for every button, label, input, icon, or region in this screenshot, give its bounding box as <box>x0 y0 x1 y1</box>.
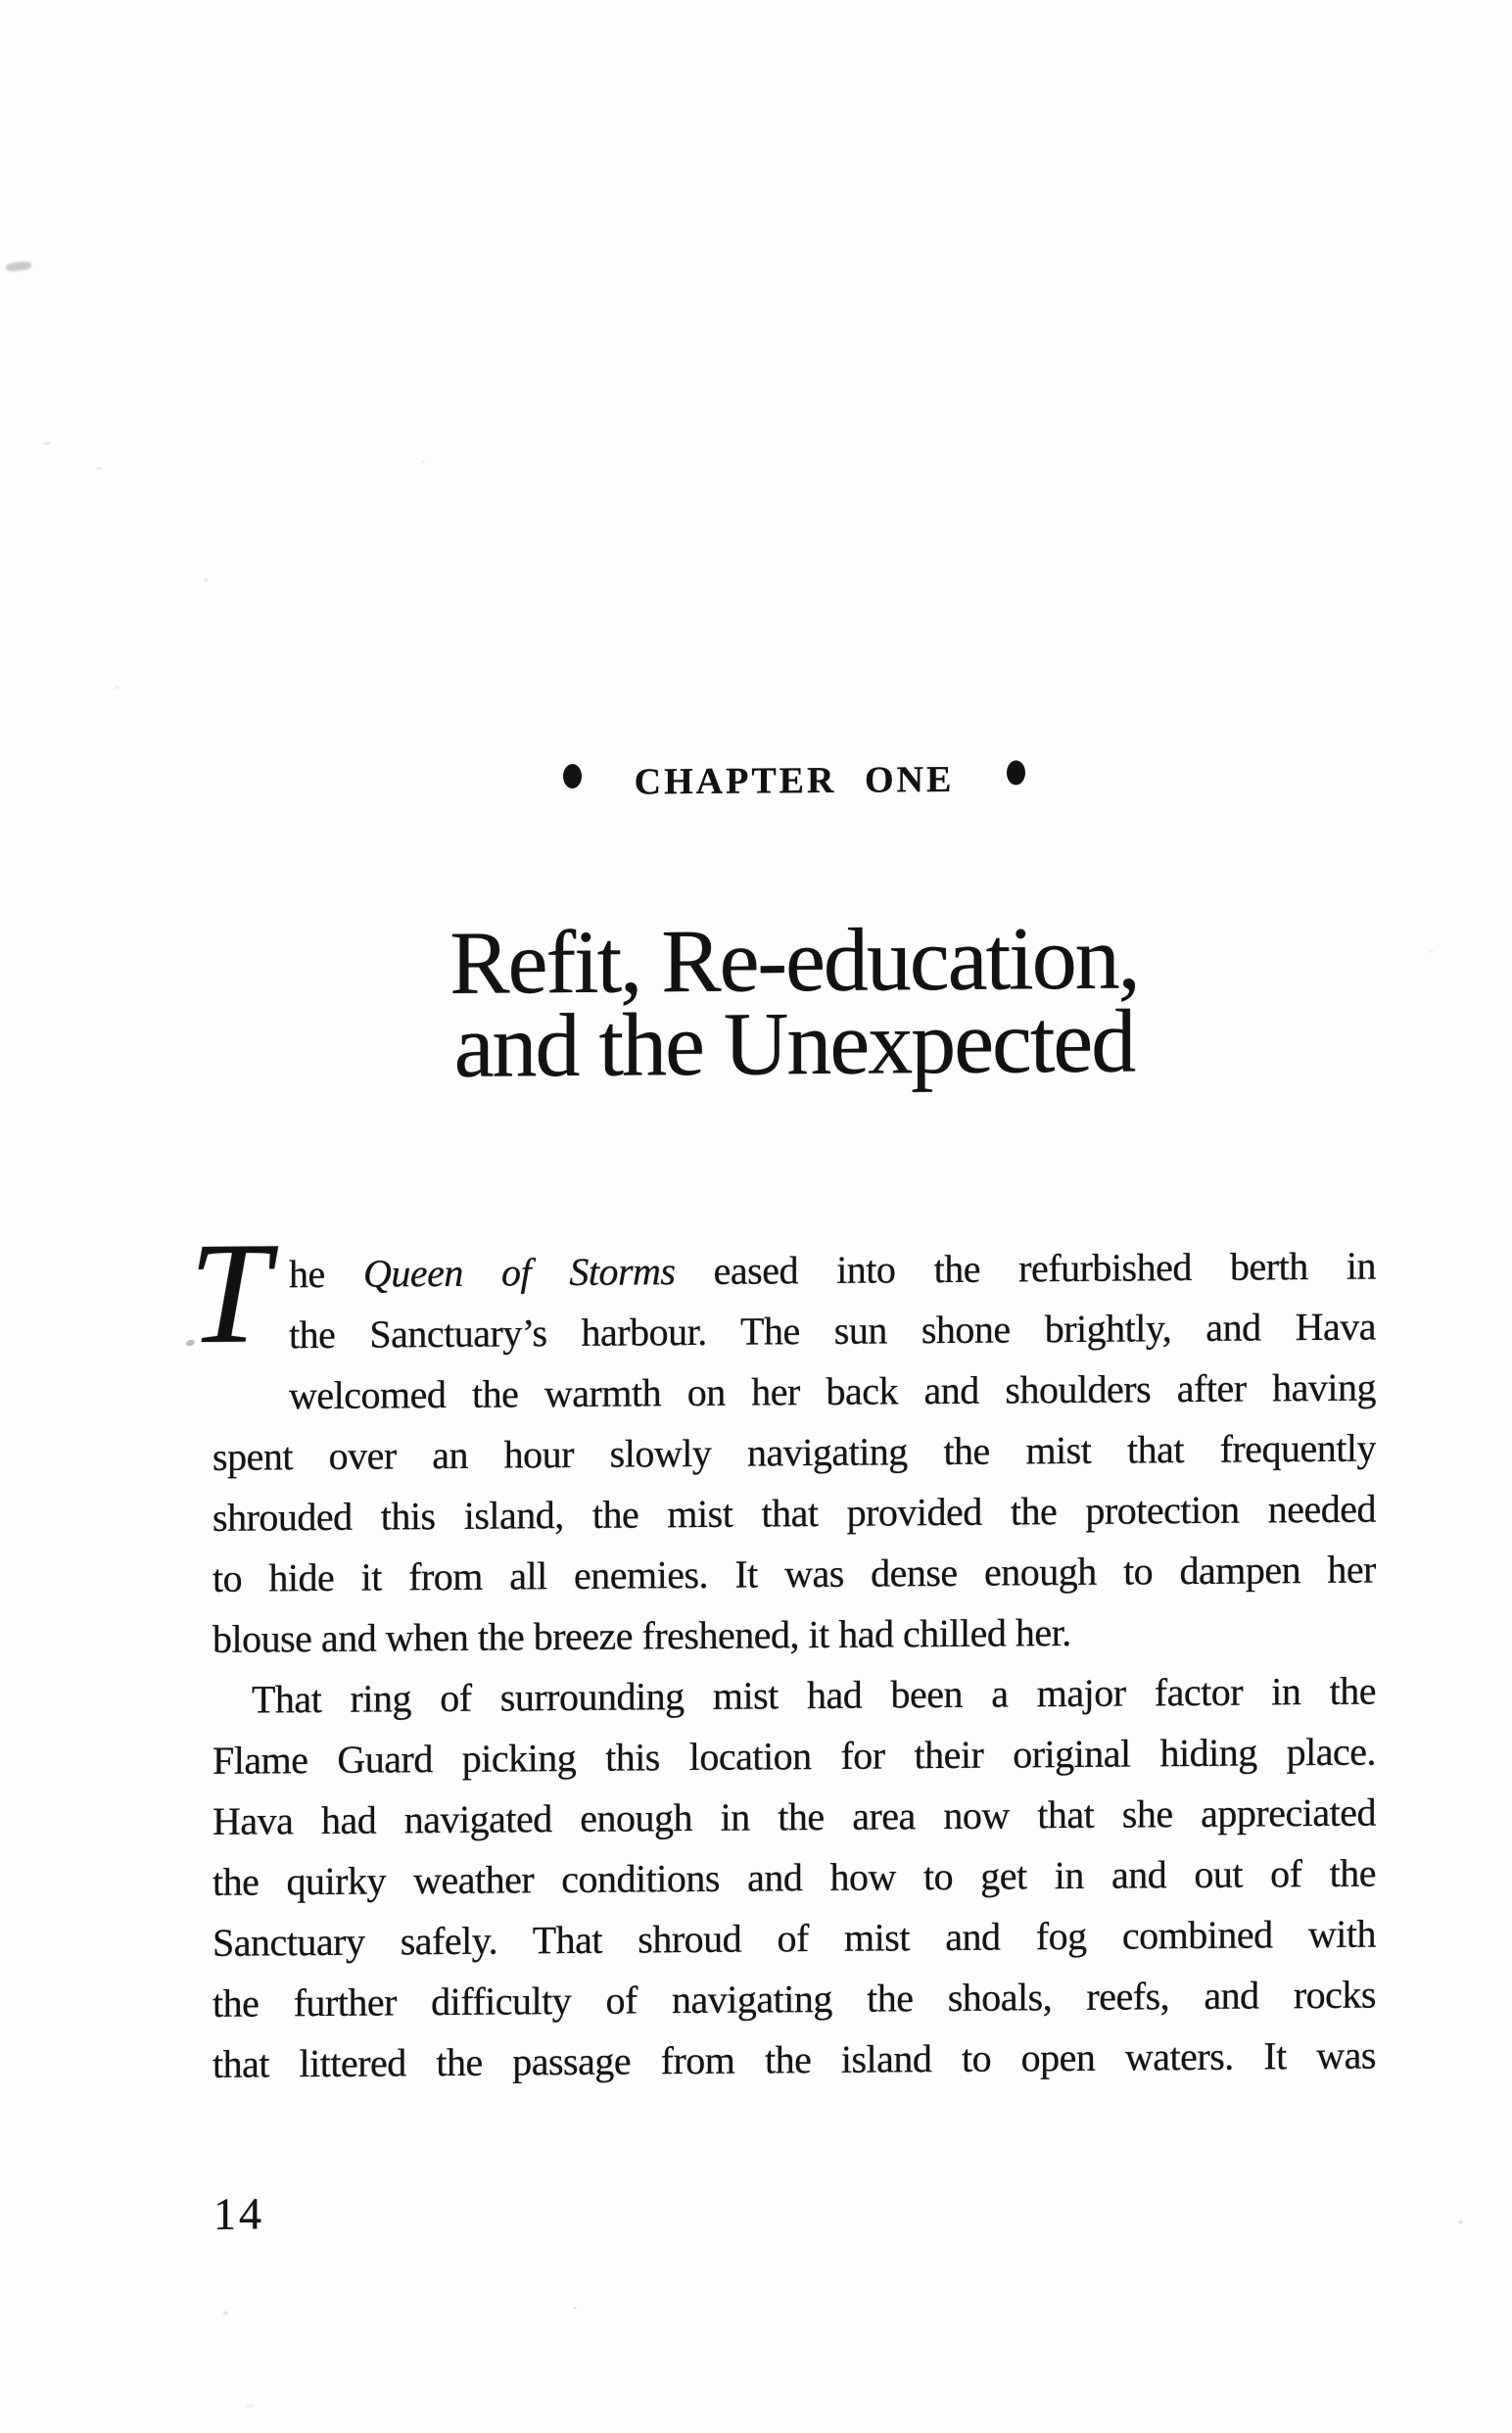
body-line: blouse and when the breeze freshened, it had chilled her. <box>213 1609 1071 1661</box>
chapter-title-line2: and the Unexpected <box>453 990 1135 1096</box>
body-line: That ring of surrounding mist had been a major factor in the <box>252 1668 1376 1722</box>
scan-speck <box>96 467 102 470</box>
scan-speck <box>421 460 425 463</box>
body-line-text: eased into the refurbished berth in <box>675 1243 1376 1294</box>
scan-speck <box>1430 950 1434 953</box>
scan-smudge <box>6 261 32 272</box>
body-line: that littered the passage from the island to open waters. It was <box>213 2032 1376 2086</box>
body-line: the Sanctuary’s harbour. The sun shone brightly, and Hava <box>289 1304 1376 1358</box>
body-line <box>289 1236 1376 1306</box>
scan-speck <box>115 687 119 690</box>
paragraph-1 <box>189 1213 1376 1670</box>
body-line: Sanctuary safely. That shroud of mist and fog combined with <box>213 1911 1376 1965</box>
scan-speck <box>204 578 209 582</box>
body-line: Flame Guard picking this location for their original hiding place. <box>213 1729 1376 1783</box>
paragraph-2 <box>213 1661 1376 2095</box>
body-line: spent over an hour slowly navigating the mist that frequently <box>213 1425 1376 1479</box>
body-line: the quirky weather conditions and how to get in and out of the <box>213 1850 1376 1904</box>
page-number: 14 <box>213 2188 264 2239</box>
body-line: Hava had navigated enough in the area now that she appreciated <box>213 1789 1376 1843</box>
chapter-heading: CHAPTER ONE <box>634 758 955 803</box>
drop-cap: T <box>189 1213 269 1375</box>
body-line: shrouded this island, the mist that provided the protection needed <box>213 1486 1376 1540</box>
body-line-text: he <box>289 1251 363 1297</box>
body-line: the further difficulty of navigating the shoals, reefs, and rocks <box>213 1972 1376 2026</box>
body-line: to hide it from all enemies. It was dense enough to dampen her <box>213 1547 1376 1600</box>
paragraph-1-lines <box>213 1297 1376 1670</box>
scan-speck <box>245 2405 255 2409</box>
chapter-heading-row <box>213 755 1376 807</box>
ship-name-italic: Queen of Storms <box>362 1249 676 1296</box>
body-text <box>189 1213 1376 2095</box>
scan-speck <box>1458 2220 1463 2224</box>
scan-speck <box>223 2312 228 2315</box>
scan-speck <box>573 2307 577 2310</box>
paragraph-2-lines <box>213 1661 1376 2095</box>
chapter-title-line1: Refit, Re-education, <box>449 907 1139 1013</box>
scan-speck <box>43 442 51 445</box>
body-line: welcomed the warmth on her back and shoulders after having <box>289 1364 1376 1418</box>
bullet-icon <box>1007 760 1025 785</box>
chapter-title <box>213 907 1376 1096</box>
bullet-icon <box>563 763 582 787</box>
